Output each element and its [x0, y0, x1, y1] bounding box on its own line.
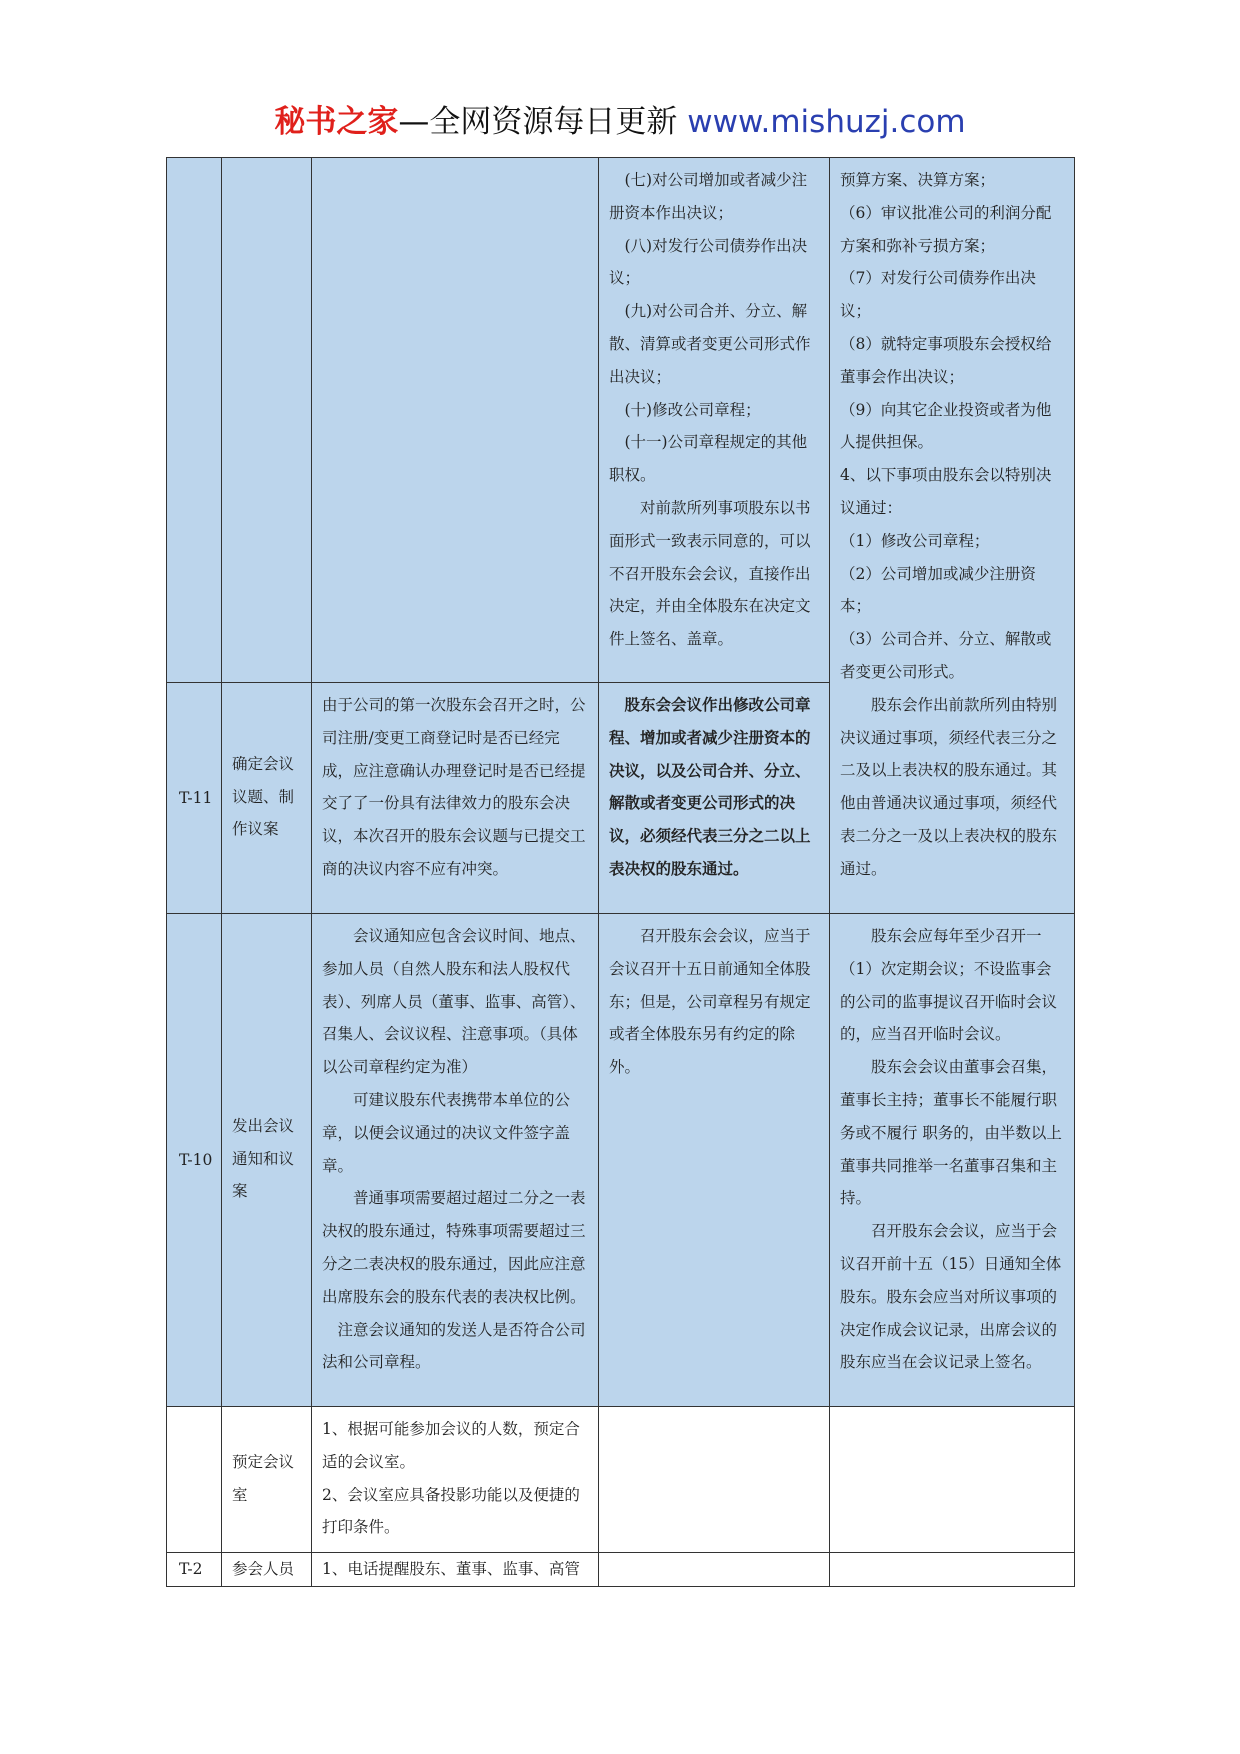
table-row — [167, 158, 1075, 683]
code-cell — [167, 683, 222, 914]
notes-cell — [312, 683, 599, 914]
table-row — [167, 1553, 1075, 1587]
code-cell — [167, 158, 222, 683]
table-row — [167, 914, 1075, 1407]
charter-paragraph: （3）公司合并、分立、解散或者变更公司形式。 — [840, 630, 1052, 681]
law-cell — [599, 1553, 830, 1587]
task-cell — [222, 158, 312, 683]
notes-cell — [312, 1553, 599, 1587]
charter-paragraph: 股东会作出前款所列由特别决议通过事项，须经代表三分之二及以上表决权的股东通过。其他由普通决议通过事项，须经代表二分之一及以上表决权的股东通过。 — [840, 695, 1058, 878]
law-paragraph: 召开股东会会议，应当于会议召开十五日前通知全体股东；但是，公司章程另有规定或者全体股东另有约定的除外。 — [609, 927, 811, 1077]
charter-paragraph: 股东会会议由董事会召集，董事长主持；董事长不能履行职务或不履行 职务的，由半数以上董事共同推举一名董事召集和主持。 — [840, 1058, 1062, 1208]
code-cell — [167, 914, 222, 1407]
charter-paragraph: （1）修改公司章程； — [840, 531, 990, 550]
charter-paragraph: （6）审议批准公司的利润分配方案和弥补亏损方案； — [840, 203, 1052, 255]
charter-cell — [830, 1407, 1075, 1553]
law-paragraph: 对前款所列事项股东以书面形式一致表示同意的，可以不召开股东会会议，直接作出决定，并由全体股东在决定文件上签名、盖章。 — [609, 498, 811, 649]
row-code: T-2 — [179, 1560, 203, 1579]
law-paragraph: (八)对发行公司债券作出决议； — [609, 236, 808, 288]
charter-paragraph: （1）次定期会议；不设监事会的公司的监事提议召开临时会议的，应当召开临时会议。 — [840, 959, 1058, 1044]
task-cell — [222, 1407, 312, 1553]
task-cell — [222, 914, 312, 1407]
charter-paragraph: （7）对发行公司债券作出决议； — [840, 269, 1036, 321]
law-paragraph: (十一)公司章程规定的其他职权。 — [609, 433, 808, 485]
code-cell — [167, 1553, 222, 1587]
task-name: 预定会议室 — [232, 1452, 295, 1504]
task-name: 发出会议通知和议案 — [232, 1116, 295, 1201]
procedure-table — [166, 157, 1075, 1587]
law-cell — [599, 158, 830, 683]
charter-cell — [830, 158, 1075, 914]
law-paragraph: (七)对公司增加或者减少注册资本作出决议； — [609, 171, 808, 222]
task-cell — [222, 683, 312, 914]
notes-paragraph: 2、会议室应具备投影功能以及便捷的打印条件。 — [322, 1485, 580, 1537]
law-cell — [599, 683, 830, 914]
document-header — [0, 100, 1240, 144]
charter-paragraph: 股东会应每年至少召开一 — [871, 927, 1042, 945]
row-code: T-11 — [179, 788, 213, 807]
notes-cell — [312, 914, 599, 1407]
notes-paragraph: 会议通知应包含会议时间、地点、参加人员（自然人股东和法人股权代表）、列席人员（董事、监事、高管）、召集人、会议议程、注意事项。（具体以公司章程约定为准） — [322, 927, 586, 1077]
task-name: 参会人员 — [232, 1560, 295, 1579]
law-cell — [599, 914, 830, 1407]
header-tagline: —全网资源每日更新 — [398, 104, 678, 140]
row-code: T-10 — [179, 1150, 213, 1169]
notes-paragraph: 可建议股东代表携带本单位的公章，以便会议通过的决议文件签字盖章。 — [322, 1090, 571, 1175]
law-paragraph: 股东会会议作出修改公司章程、增加或者减少注册资本的决议，以及公司合并、分立、解散或者变更公司形式的决议，必须经代表三分之二以上表决权的股东通过。 — [609, 695, 811, 878]
law-paragraph: (十)修改公司章程； — [624, 400, 761, 419]
brand-name: 秘书之家 — [274, 104, 399, 140]
code-cell — [167, 1407, 222, 1553]
charter-cell — [830, 1553, 1075, 1587]
notes-paragraph: 1、电话提醒股东、董事、监事、高管 — [322, 1560, 580, 1579]
task-cell — [222, 1553, 312, 1587]
charter-paragraph: 预算方案、决算方案； — [840, 171, 996, 189]
charter-paragraph: （8）就特定事项股东会授权给董事会作出决议； — [840, 334, 1052, 386]
charter-paragraph: 召开股东会会议，应当于会议召开前十五（15）日通知全体股东。股东会应当对所议事项的决定作成会议记录，出席会议的股东应当在会议记录上签名。 — [840, 1222, 1062, 1372]
law-cell — [599, 1407, 830, 1553]
charter-paragraph: 4、以下事项由股东会以特别决议通过： — [840, 466, 1052, 517]
notes-paragraph: 1、根据可能参加会议的人数，预定合适的会议室。 — [322, 1420, 580, 1471]
charter-cell — [830, 914, 1075, 1407]
notes-paragraph: 注意会议通知的发送人是否符合公司法和公司章程。 — [322, 1320, 586, 1372]
notes-paragraph: 由于公司的第一次股东会召开之时，公司注册/变更工商登记时是否已经完成，应注意确认办理登记时是否已经提交了了一份具有法律效力的股东会决议，本次召开的股东会议题与已提交工商的决议内容不应有冲突。 — [322, 696, 586, 878]
task-name: 确定会议议题、制作议案 — [232, 754, 295, 839]
charter-paragraph: （2）公司增加或减少注册资本； — [840, 564, 1036, 616]
notes-cell — [312, 158, 599, 683]
notes-paragraph: 普通事项需要超过超过二分之一表决权的股东通过，特殊事项需要超过三分之二表决权的股东通过，因此应注意出席股东会的股东代表的表决权比例。 — [322, 1189, 586, 1306]
site-url[interactable]: www.mishuzj.com — [687, 104, 966, 140]
charter-paragraph: （9）向其它企业投资或者为他人提供担保。 — [840, 400, 1052, 452]
law-paragraph: (九)对公司合并、分立、解散、清算或者变更公司形式作出决议； — [609, 302, 811, 386]
table-row — [167, 1407, 1075, 1553]
notes-cell — [312, 1407, 599, 1553]
